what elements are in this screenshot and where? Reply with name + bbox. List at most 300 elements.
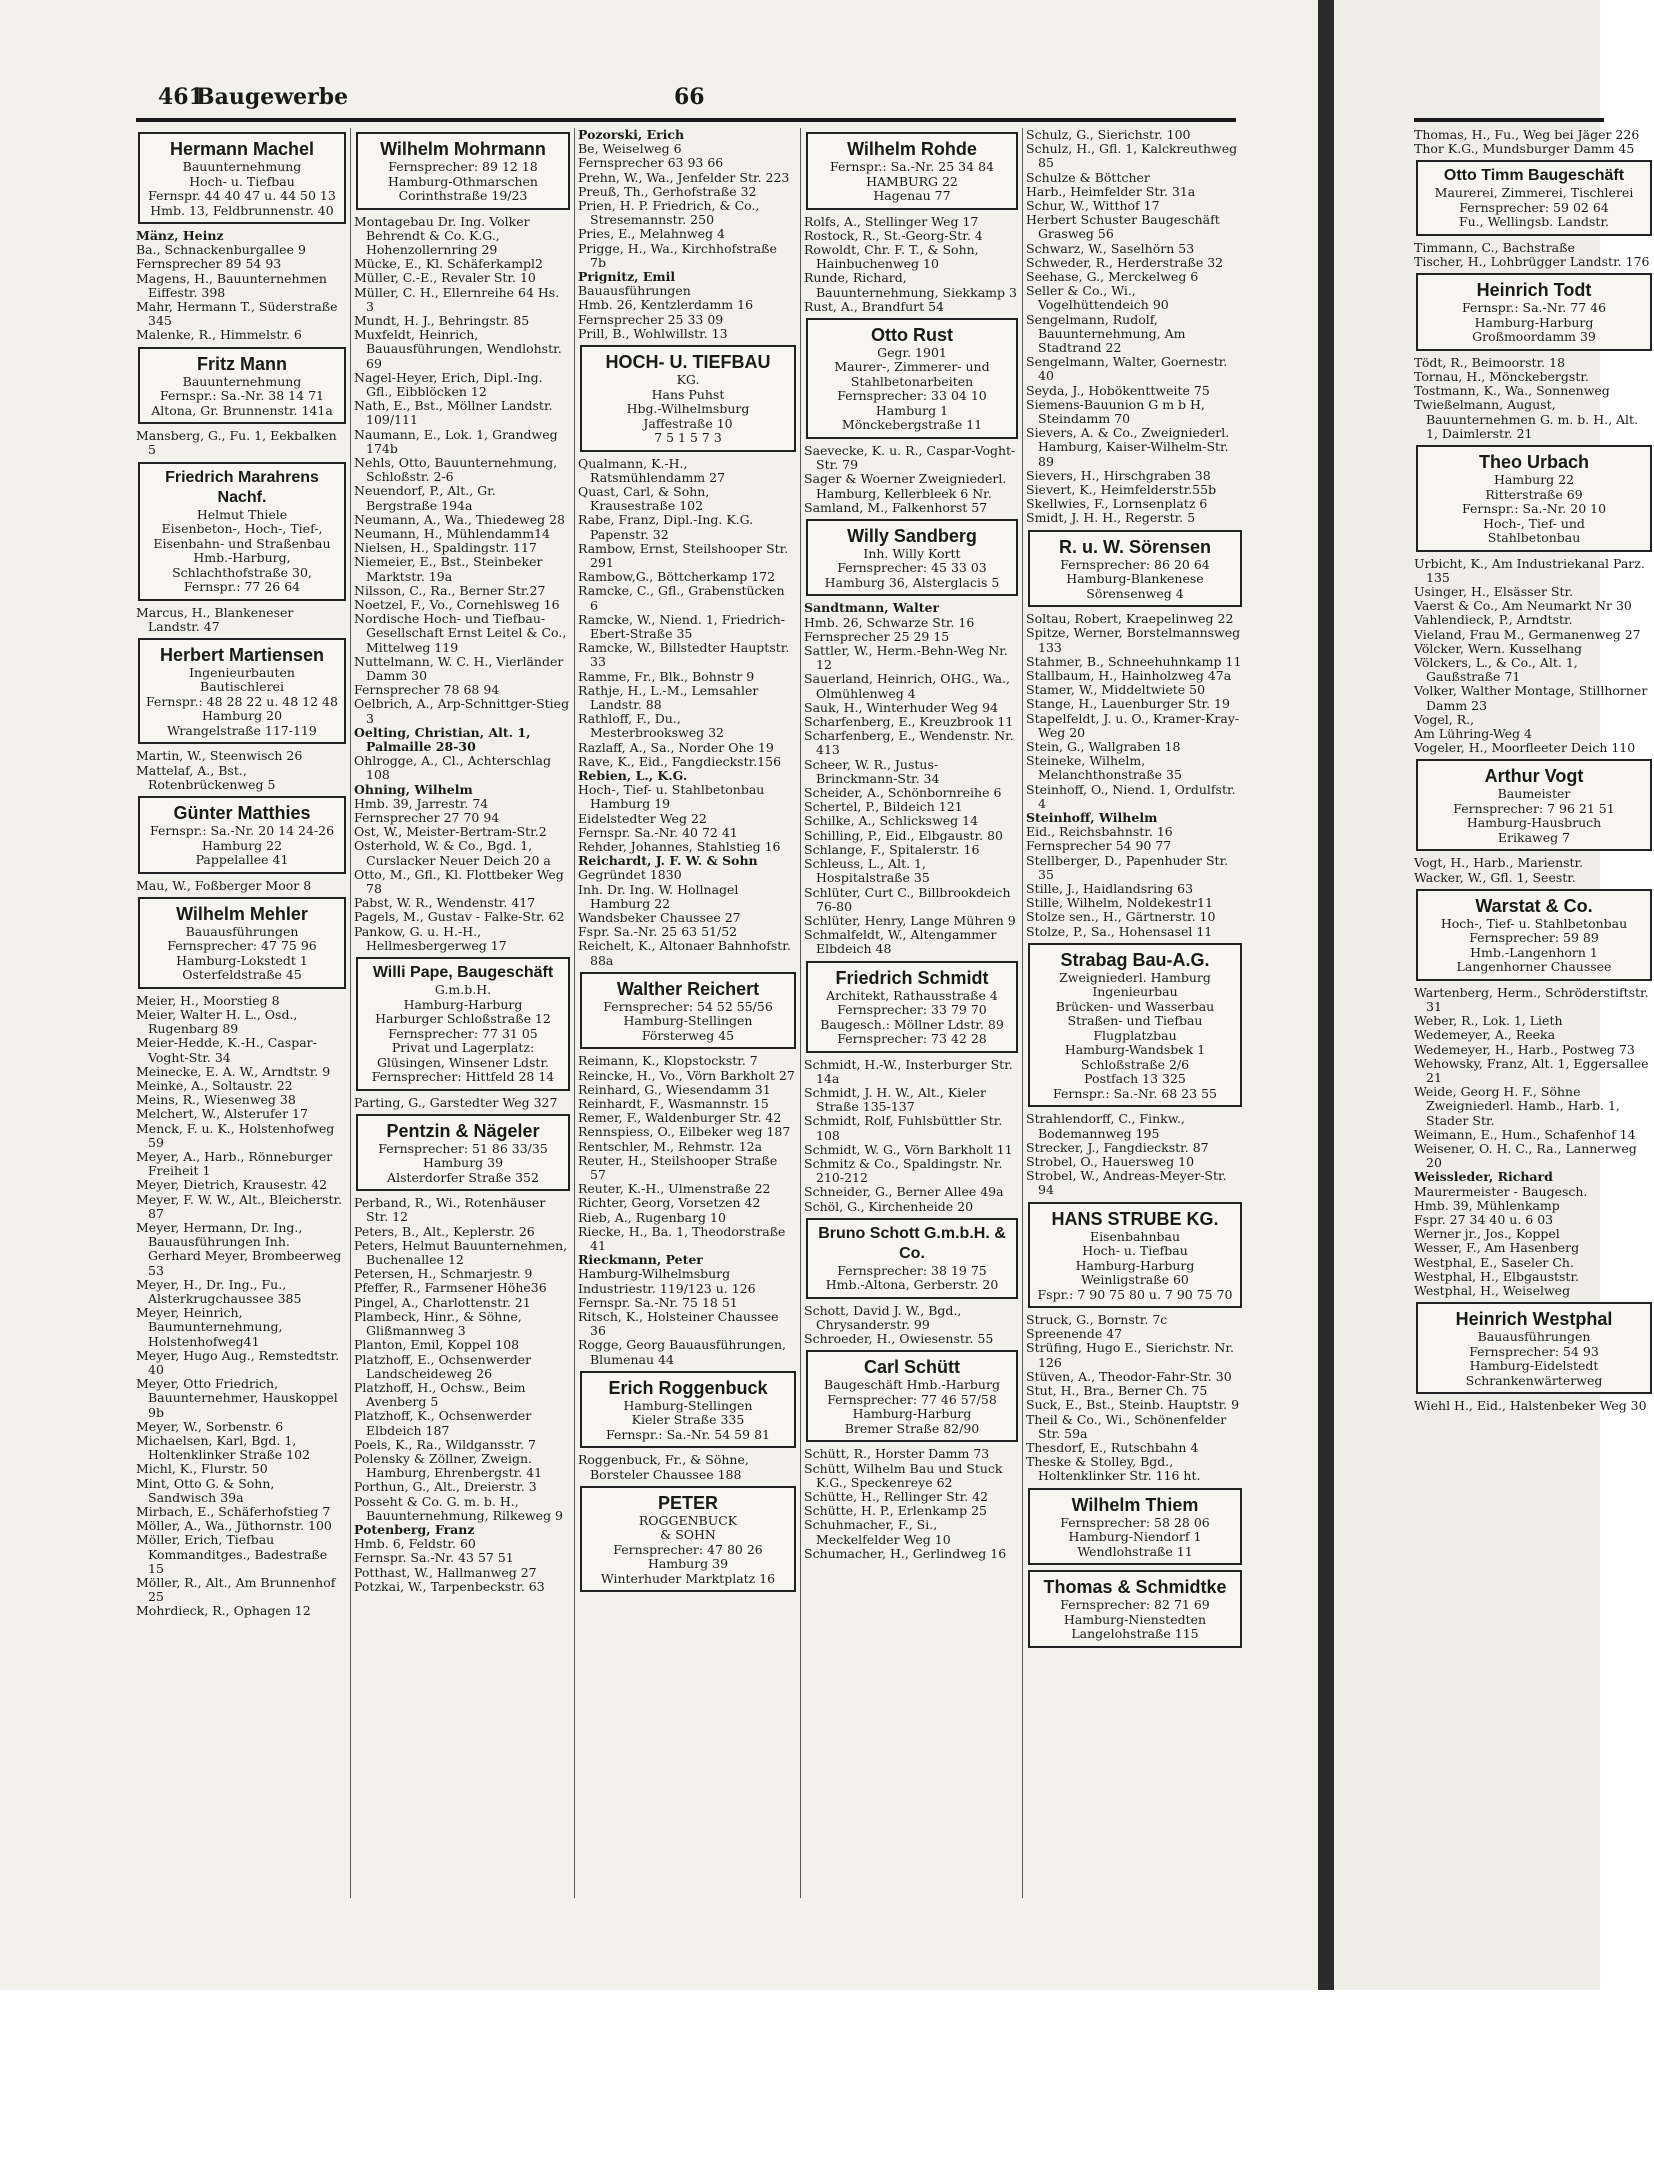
ad-line: Hamburg-Blankenese	[1066, 571, 1204, 587]
directory-entry: Stut, H., Bra., Berner Ch. 75	[1026, 1383, 1208, 1399]
directory-entry: Platzhoff, E., Ochsenwerder Landscheideweg 26	[354, 1351, 532, 1381]
column-divider	[574, 128, 575, 1898]
ad-line: Kieler Straße 335	[631, 1412, 745, 1428]
directory-entry: Pfeffer, R., Farmsener Höhe36	[354, 1280, 547, 1296]
directory-entry: Ohlrogge, A., Cl., Achterschlag 108	[354, 753, 551, 783]
ad-line: Hamburg 36, Alsterglacis 5	[824, 574, 1000, 590]
ad-line: Fernsprecher: 47 80 26	[613, 1541, 763, 1557]
directory-entry: Strobel, O., Hauersweg 10	[1026, 1153, 1195, 1169]
ad-line: Fernspr.: 48 28 22 u. 48 12 48	[146, 693, 338, 709]
directory-entry: Ohning, Wilhelm	[354, 781, 473, 797]
page-reference: 66	[674, 84, 705, 110]
advertisement-box	[806, 318, 1018, 439]
directory-entry: Reinhard, G., Wiesendamm 31	[578, 1081, 771, 1097]
ad-line: Hamburg 22	[201, 837, 283, 853]
directory-entry: Meinecke, E. A. W., Arndtstr. 9	[136, 1063, 331, 1079]
ad-line: 7 5 1 5 7 3	[654, 430, 722, 446]
directory-entry: Rogge, Georg Bauausführungen, Blumenau 44	[578, 1337, 786, 1367]
directory-entry: Volker, Walther Montage, Stillhorner Damm 23	[1414, 683, 1648, 713]
directory-entry: Nehls, Otto, Bauunternehmung, Schloßstr. 2-6	[354, 454, 558, 485]
directory-entry: Herbert Schuster Baugeschäft Grasweg 56	[1026, 212, 1220, 242]
directory-entry: Thomas, H., Fu., Weg bei Jäger 226	[1414, 127, 1640, 142]
directory-entry: Schilling, P., Eid., Elbgaustr. 80	[804, 827, 1003, 843]
directory-entry: Meyer, W., Sorbenstr. 6	[136, 1418, 284, 1434]
directory-entry: Mau, W., Foßberger Moor 8	[136, 877, 312, 893]
ad-line: Eisenbahnbau	[1089, 1228, 1181, 1244]
directory-entry: Gegründet 1830	[578, 867, 682, 883]
ad-line: Architekt, Rathausstraße 4	[826, 987, 998, 1003]
ad-line: Hoch-, Tief- und	[1483, 515, 1585, 531]
directory-entry: Fspr. 27 34 40 u. 6 03	[1414, 1212, 1554, 1228]
ad-company-name: Willy Sandberg	[847, 525, 977, 546]
directory-entry: Smidt, J. H. H., Regerstr. 5	[1026, 510, 1196, 526]
advertisement-box	[1028, 1570, 1242, 1648]
directory-entry: Mücke, E., Kl. Schäferkampl2	[354, 256, 543, 272]
directory-entry: Seller & Co., Wi., Vogelhüttendeich 90	[1026, 283, 1169, 313]
directory-entry: Stamer, W., Middeltwiete 50	[1026, 682, 1206, 698]
advertisement-box	[138, 796, 346, 874]
ad-line: Fernsprecher: 51 86 33/35	[378, 1140, 548, 1156]
directory-entry: Wandsbeker Chaussee 27	[578, 910, 741, 926]
directory-entry: Prehn, W., Wa., Jenfelder Str. 223	[578, 169, 790, 185]
directory-entry: Rave, K., Eid., Fangdieckstr.156	[578, 753, 782, 769]
directory-entry: Stahmer, B., Schneehuhnkamp 11	[1026, 653, 1242, 669]
ad-line: Brücken- und Wasserbau	[1055, 998, 1215, 1014]
directory-entry: Reincke, H., Vo., Vörn Barkholt 27	[578, 1067, 795, 1083]
directory-entry: Fernsprecher 25 29 15	[804, 628, 950, 644]
ad-line: Fernspr.: Sa.-Nr. 38 14 71	[160, 388, 324, 404]
directory-entry: Schuhmacher, F., Si., Meckelfelder Weg 10	[804, 1517, 951, 1547]
ad-line: Fernsprecher: 58 28 06	[1060, 1514, 1210, 1530]
directory-entry: Wedemeyer, H., Harb., Postweg 73	[1414, 1041, 1635, 1057]
directory-entry: Mahr, Hermann T., Süderstraße 345	[136, 299, 338, 329]
column-divider	[800, 128, 801, 1898]
ad-line: Hagenau 77	[873, 188, 951, 203]
ad-line: Zweigniederl. Hamburg	[1059, 969, 1211, 985]
directory-entry: Möller, A., Wa., Jüthornstr. 100	[136, 1518, 332, 1534]
directory-entry: Wacker, W., Gfl. 1, Seestr.	[1414, 869, 1576, 885]
directory-entry: Steinhoff, Wilhelm	[1026, 810, 1158, 826]
directory-entry: Muxfeldt, Heinrich, Bauausführungen, Wendlohstr. 69	[354, 327, 562, 371]
ad-line: Hmb.-Langenhorn 1	[1470, 944, 1598, 960]
ad-company-name: Bruno Schott G.m.b.H. & Co.	[818, 1224, 1006, 1262]
ad-line: Fernspr.: Sa.-Nr. 20 14 24-26	[149, 823, 335, 839]
directory-entry: Schütt, Wilhelm Bau und Stuck K.G., Speckenreye 62	[804, 1460, 1003, 1490]
directory-entry: Neumann, H., Mühlendamm14	[354, 525, 550, 541]
ad-line: Stahlbetonbau	[1487, 530, 1581, 546]
directory-entry: Oelbrich, A., Arp-Schnittger-Stieg 3	[354, 696, 570, 726]
directory-entry: Mundt, H. J., Behringstr. 85	[354, 312, 530, 328]
ad-line: Inh. Willy Kortt	[863, 545, 961, 561]
ad-line: Postfach 13 325	[1084, 1071, 1186, 1087]
directory-entry: Hmb. 39, Jarrestr. 74	[354, 795, 489, 811]
ad-line: Bauunternehmung	[182, 159, 302, 174]
directory-entry: Maurermeister - Baugesch.	[1414, 1183, 1588, 1199]
ad-company-name: Günter Matthies	[173, 803, 311, 824]
column-divider	[1022, 128, 1023, 1898]
directory-entry: Ramcke, W., Niend. 1, Friedrich-Ebert-Straße 35	[578, 611, 786, 641]
ad-line: Hamburg 22	[1493, 472, 1575, 488]
directory-entry: Meyer, Heinrich, Baumunternehmung, Holstenhofweg41	[136, 1305, 283, 1349]
ad-company-name: Wilhelm Thiem	[1071, 1494, 1199, 1515]
directory-entry: Pabst, W. R., Wendenstr. 417	[354, 895, 536, 911]
advertisement-box	[1416, 889, 1652, 981]
directory-entry: Völcker, Wern. Kusselhang	[1414, 640, 1583, 656]
directory-entry: Reichardt, J. F. W. & Sohn	[578, 853, 758, 869]
ad-company-name: Heinrich Todt	[1476, 280, 1592, 301]
directory-entry: Meyer, A., Harb., Rönneburger Freiheit 1	[136, 1148, 333, 1179]
directory-entry: Meyer, Hermann, Dr. Ing., Bauausführungen Inh. Gerhard Meyer, Brombeerweg 53	[136, 1220, 342, 1278]
column-2	[354, 128, 572, 1898]
ad-line: Bauausführungen	[185, 923, 299, 939]
directory-entry: Eidelstedter Weg 22	[578, 810, 707, 826]
directory-entry: Schweder, R., Herderstraße 32	[1026, 254, 1224, 270]
directory-entry: Perband, R., Wi., Rotenhäuser Str. 12	[354, 1195, 546, 1225]
directory-entry: Nielsen, H., Spaldingstr. 117	[354, 540, 537, 556]
ad-company-name: Otto Timm Baugeschäft	[1443, 167, 1625, 185]
directory-entry: Scheer, W. R., Justus-Brinckmann-Str. 34	[804, 756, 940, 786]
directory-entry: Spitze, Werner, Borstelmannsweg 133	[1026, 625, 1241, 655]
ad-line: Eisenbeton-, Hoch-, Tief-, Eisenbahn- und Straßenbau	[153, 521, 331, 551]
directory-entry: Mattelaf, A., Bst., Rotenbrückenweg 5	[136, 762, 276, 792]
directory-entry: Tostmann, K., Wa., Sonnenweg	[1414, 383, 1610, 399]
ad-line: Ingenieurbauten	[189, 664, 295, 680]
directory-entry: Tischer, H., Lohbrügger Landstr. 176	[1414, 254, 1650, 270]
ad-line: Bauunternehmung	[182, 373, 302, 389]
ad-line: Ritterstraße 69	[1485, 486, 1583, 502]
directory-entry: Polensky & Zöllner, Zweign. Hamburg, Ehrenbergstr. 41	[354, 1450, 543, 1481]
ad-company-name: Herbert Martiensen	[159, 644, 325, 665]
ad-line: HAMBURG 22	[866, 173, 958, 189]
directory-entry: Müller, C. H., Ellernreihe 64 Hs. 3	[354, 284, 560, 314]
advertisement-box	[806, 1218, 1018, 1299]
directory-entry: Bauausführungen	[578, 283, 691, 299]
directory-entry: Rathje, H., L.-M., Lemsahler Landstr. 88	[578, 682, 759, 712]
directory-entry: Reimann, K., Klopstockstr. 7	[578, 1053, 758, 1069]
page-header	[136, 84, 1236, 114]
ad-line: Fernspr. 44 40 47 u. 44 50 13	[148, 188, 336, 203]
directory-entry: Rostock, R., St.-Georg-Str. 4	[804, 227, 983, 243]
directory-entry: Riecke, H., Ba. 1, Theodorstraße 41	[578, 1223, 786, 1253]
directory-entry: Struck, G., Bornstr. 7c	[1026, 1312, 1168, 1328]
directory-entry: Usinger, H., Elsässer Str.	[1414, 583, 1574, 599]
ad-line: Glüsingen, Winsener Ldstr.	[376, 1054, 550, 1070]
ad-line: Fernsprecher: 82 71 69	[1060, 1597, 1210, 1613]
directory-entry: Vogt, H., Harb., Marienstr.	[1414, 855, 1584, 871]
directory-entry: Ramcke, W., Billstedter Hauptstr. 33	[578, 640, 790, 670]
directory-entry: Rabe, Franz, Dipl.-Ing. K.G. Papenstr. 32	[578, 512, 754, 542]
directory-entry: Schertel, P., Bildeich 121	[804, 799, 963, 815]
directory-entry: Neuendorf, P., Alt., Gr. Bergstraße 194a	[354, 483, 496, 513]
ad-line: Hamburg-Wandsbek 1	[1064, 1042, 1206, 1058]
directory-entry: Wartenberg, Herm., Schröderstiftstr. 31	[1414, 984, 1649, 1014]
directory-entry: Seyda, J., Hobökenttweite 75	[1026, 382, 1210, 398]
directory-entry: Schroeder, H., Owiesenstr. 55	[804, 1331, 994, 1347]
directory-entry: Pingel, A., Charlottenstr. 21	[354, 1294, 531, 1310]
directory-entry: Rebien, L., K.G.	[578, 768, 688, 784]
ad-company-name: Willi Pape, Baugeschäft	[372, 964, 554, 982]
directory-entry: Rieb, A., Rugenbarg 10	[578, 1209, 726, 1225]
ad-company-name: Walther Reichert	[616, 978, 760, 999]
directory-entry: Schütte, H., Rellinger Str. 42	[804, 1488, 989, 1504]
directory-entry: Meier-Hedde, K.-H., Caspar-Voght-Str. 34	[136, 1035, 317, 1065]
ad-company-name: Strabag Bau-A.G.	[1060, 949, 1210, 970]
directory-entry: Platzhoff, H., Ochsw., Beim Avenberg 5	[354, 1379, 526, 1410]
ad-company-name: Otto Rust	[871, 324, 953, 345]
directory-entry: Remer, F., Waldenburger Str. 42	[578, 1110, 782, 1126]
directory-entry: Stange, H., Lauenburger Str. 19	[1026, 696, 1230, 712]
ad-company-name: Arthur Vogt	[1484, 766, 1584, 787]
directory-entry: Poels, K., Ra., Wildgansstr. 7	[354, 1436, 537, 1452]
directory-entry: Malenke, R., Himmelstr. 6	[136, 327, 302, 343]
directory-entry: Peters, B., Alt., Keplerstr. 26	[354, 1223, 535, 1239]
ad-line: Fernsprecher: 54 93	[1469, 1343, 1599, 1359]
advertisement-box	[138, 638, 346, 745]
ad-company-name: Hermann Machel	[169, 139, 315, 159]
directory-entry: Reinhardt, F., Wasmannstr. 15	[578, 1095, 769, 1111]
ad-line: Jaffestraße 10	[643, 415, 733, 431]
ad-line: Fernsprecher: Hittfeld 28 14	[371, 1069, 555, 1085]
directory-entry: Be, Weiselweg 6	[578, 141, 682, 157]
directory-entry: Runde, Richard, Bauunternehmung, Siekkamp 3	[804, 270, 1017, 300]
directory-entry: Platzhoff, K., Ochsenwerder Elbdeich 187	[354, 1408, 532, 1438]
ad-line: Fernsprecher: 38 19 75	[837, 1262, 987, 1278]
directory-entry: Skellwies, F., Lornsenplatz 6	[1026, 496, 1208, 512]
directory-entry: Strobel, W., Andreas-Meyer-Str. 94	[1026, 1168, 1227, 1198]
directory-entry: Rennspiess, O., Eilbeker weg 187	[578, 1124, 791, 1140]
ad-line: Hoch-, Tief- u. Stahlbetonbau	[1440, 915, 1628, 931]
header-rule	[136, 118, 1236, 122]
directory-entry: Petersen, H., Schmarjestr. 9	[354, 1266, 533, 1282]
advertisement-box	[806, 519, 1018, 597]
directory-entry: Nordische Hoch- und Tiefbau-Gesellschaft Ernst Leitel & Co., Mittelweg 119	[354, 611, 567, 655]
directory-entry: Prignitz, Emil	[578, 269, 676, 285]
directory-entry: Hamburg-Wilhelmsburg	[578, 1266, 731, 1282]
directory-entry: Wiehl H., Eid., Halstenbeker Weg 30	[1414, 1398, 1647, 1414]
directory-entry: Soltau, Robert, Kraepelinweg 22	[1026, 611, 1234, 627]
directory-entry: Meinke, A., Soltaustr. 22	[136, 1077, 293, 1093]
ad-line: Hans Puhst	[651, 386, 725, 402]
directory-entry: Potthast, W., Hallmanweg 27	[354, 1564, 537, 1580]
directory-entry: Meyer, Otto Friedrich, Bauunternehmer, Hauskoppel 9b	[136, 1376, 338, 1420]
directory-entry: Tornau, H., Mönckebergstr.	[1414, 369, 1589, 385]
directory-entry: Noetzel, F., Vo., Cornehlsweg 16	[354, 596, 560, 612]
directory-entry: Theske & Stolley, Bgd., Holtenklinker Str. 116 ht.	[1026, 1454, 1201, 1484]
directory-entry: Fernspr. Sa.-Nr. 40 72 41	[578, 824, 738, 840]
directory-entry: Hmb. 26, Kentzlerdamm 16	[578, 297, 754, 313]
ad-line: KG.	[676, 372, 700, 388]
ad-line: Schrankenwärterweg	[1465, 1372, 1603, 1388]
ad-line: Pappelallee 41	[195, 852, 289, 868]
directory-entry: Meins, R., Wiesenweg 38	[136, 1092, 296, 1108]
directory-entry: Fernsprecher 25 33 09	[578, 311, 724, 327]
directory-entry: Ramcke, C., Gfl., Grabenstücken 6	[578, 583, 785, 613]
directory-entry: Vogel, R.,	[1414, 711, 1475, 727]
directory-entry: Thor K.G., Mundsburger Damm 45	[1414, 141, 1635, 157]
directory-entry: Stapelfeldt, J. u. O., Kramer-Kray-Weg 20	[1026, 710, 1240, 740]
directory-entry: Naumann, E., Lok. 1, Grandweg 174b	[354, 426, 558, 456]
ad-line: ROGGENBUCK	[638, 1512, 738, 1528]
ad-line: Fernsprecher: 45 33 03	[837, 560, 987, 576]
ad-line: Hamburg-Eidelstedt	[1469, 1358, 1599, 1374]
directory-entry: Steineke, Wilhelm, Melanchthonstraße 35	[1026, 753, 1182, 783]
ad-line: Fernsprecher: 73 42 28	[837, 1031, 987, 1047]
advertisement-box	[806, 132, 1018, 210]
directory-entry: Rambow, Ernst, Steilshooper Str. 291	[578, 540, 789, 570]
directory-entry: Eid., Reichsbahnstr. 16	[1026, 824, 1173, 840]
directory-entry: Otto, M., Gfl., Kl. Flottbeker Weg 78	[354, 866, 564, 897]
advertisement-box	[138, 897, 346, 989]
directory-entry: Hmb. 39, Mühlenkamp	[1414, 1197, 1560, 1213]
ad-line: Hmb.-Harburg, Schlachthofstraße 30, Fernspr.: 77 26 64	[172, 550, 312, 595]
directory-entry: Sengelmann, Rudolf, Bauunternehmung, Am Stadtrand 22	[1026, 311, 1186, 356]
directory-entry: Inh. Dr. Ing. W. Hollnagel Hamburg 22	[578, 881, 739, 911]
directory-entry: Werner jr., Jos., Koppel	[1414, 1226, 1560, 1242]
directory-entry: Strecker, J., Fangdieckstr. 87	[1026, 1139, 1209, 1155]
directory-entry: Am Lühring-Weg 4	[1414, 725, 1532, 741]
ad-line: Wrangelstraße 117-119	[167, 722, 317, 738]
advertisement-box	[580, 1371, 796, 1449]
ad-company-name: Pentzin & Nägeler	[386, 1120, 540, 1141]
directory-entry: Michl, K., Flurstr. 50	[136, 1461, 268, 1477]
directory-entry: Suck, E., Bst., Steinb. Hauptstr. 9	[1026, 1397, 1240, 1413]
ad-line: Fernsprecher: 59 02 64	[1459, 199, 1609, 215]
directory-entry: Menck, F. u. K., Holstenhofweg 59	[136, 1120, 335, 1150]
directory-entry: Planton, Emil, Koppel 108	[354, 1337, 520, 1353]
ad-company-name: Warstat & Co.	[1475, 895, 1593, 916]
advertisement-box	[1028, 530, 1242, 608]
directory-entry: Schütt, R., Horster Damm 73	[804, 1446, 990, 1462]
directory-entry: Westphal, H., Elbgauststr.	[1414, 1268, 1580, 1284]
ad-line: Harburger Schloßstraße 12	[375, 1011, 551, 1027]
ad-line: Hamburg-Harburg	[403, 996, 523, 1012]
directory-entry: Fspr. Sa.-Nr. 25 63 51/52	[578, 924, 738, 940]
directory-entry: Westphal, E., Saseler Ch.	[1414, 1254, 1574, 1270]
ad-line: Bauausführungen	[1477, 1329, 1591, 1345]
directory-entry: Schmidt, W. G., Vörn Barkholt 11	[804, 1141, 1013, 1157]
directory-entry: Sandtmann, Walter	[804, 600, 940, 616]
advertisement-box	[580, 345, 796, 452]
ad-line: Bautischlerei	[200, 679, 284, 695]
advertisement-box	[1416, 759, 1652, 851]
directory-entry: Schmitz & Co., Spaldingstr. Nr. 210-212	[804, 1155, 1003, 1186]
ad-line: Großmoordamm 39	[1472, 329, 1596, 345]
ad-line: Fernsprecher: 33 79 70	[837, 1002, 987, 1018]
directory-entry: Vahlendieck, P., Arndtstr.	[1414, 612, 1573, 628]
directory-entry: Montagebau Dr. Ing. Volker Behrendt & Co. K.G., Hohenzollernring 29	[354, 213, 530, 257]
ad-line: Fernsprecher: 47 75 96	[167, 938, 317, 954]
directory-entry: Ba., Schnackenburgallee 9	[136, 242, 306, 258]
directory-entry: Schmidt, Rolf, Fuhlsbüttler Str. 108	[804, 1113, 1003, 1143]
directory-entry: Weber, R., Lok. 1, Lieth	[1414, 1013, 1563, 1029]
directory-entry: Sievert, K., Heimfelderstr.55b	[1026, 482, 1217, 498]
directory-entry: Möller, Erich, Tiefbau Kommanditges., Badestraße 15	[136, 1532, 328, 1576]
directory-entry: Theil & Co., Wi., Schönenfelder Str. 59a	[1026, 1411, 1227, 1441]
advertisement-box	[580, 1486, 796, 1593]
directory-entry: Ritsch, K., Holsteiner Chaussee 36	[578, 1309, 779, 1339]
ad-line: Hamburg-Othmarschen	[388, 173, 538, 189]
ad-line: Helmut Thiele	[196, 506, 288, 522]
directory-entry: Sievers, H., Hirschgraben 38	[1026, 467, 1211, 483]
directory-entry: Seehase, G., Merckelweg 6	[1026, 269, 1199, 285]
directory-entry: Spreenende 47	[1026, 1326, 1123, 1342]
column-3	[578, 128, 798, 1898]
ad-line: Försterweg 45	[641, 1027, 735, 1043]
header-rule-right	[1414, 118, 1604, 122]
directory-entry: Parting, G., Garstedter Weg 327	[354, 1094, 558, 1110]
ad-line: Fernsprecher: 86 20 64	[1060, 556, 1210, 572]
directory-entry: Thesdorf, E., Rutschbahn 4	[1026, 1439, 1199, 1455]
directory-entry: Richter, Georg, Vorsetzen 42	[578, 1195, 761, 1211]
directory-entry: Potzkai, W., Tarpenbeckstr. 63	[354, 1578, 545, 1594]
directory-entry: Schulz, G., Sierichstr. 100	[1026, 127, 1191, 142]
ad-line: Fernspr.: Sa.-Nr. 77 46	[1461, 300, 1607, 316]
directory-entry: Ramme, Fr., Blk., Bohnstr 9	[578, 668, 755, 684]
ad-line: Fernsprecher: 77 46 57/58	[827, 1391, 997, 1407]
ad-line: Hamburg-Stellingen	[623, 1013, 753, 1029]
directory-entry: Urbicht, K., Am Industriekanal Parz. 135	[1414, 555, 1645, 585]
directory-entry: Schulz, H., Gfl. 1, Kalckreuthweg 85	[1026, 141, 1238, 171]
directory-entry: Rieckmann, Peter	[578, 1252, 703, 1268]
directory-entry: Rambow,G., Böttcherkamp 172	[578, 569, 776, 585]
column-6	[1414, 128, 1654, 1898]
directory-entry: Sengelmann, Walter, Goernestr. 40	[1026, 354, 1228, 384]
ad-line: & SOHN	[660, 1527, 716, 1543]
ad-company-name: Erich Roggenbuck	[608, 1377, 768, 1398]
directory-entry: Strüfing, Hugo E., Sierichstr. Nr. 126	[1026, 1340, 1234, 1370]
directory-entry: Stellberger, D., Papenhuder Str. 35	[1026, 852, 1229, 882]
ad-line: Hamburg 1	[875, 402, 949, 418]
directory-entry: Pagels, M., Gustav - Falke-Str. 62	[354, 909, 565, 925]
ad-company-name: Heinrich Westphal	[1455, 1309, 1613, 1330]
directory-entry: Peters, Helmut Bauunternehmen, Buchenallee 12	[354, 1237, 568, 1268]
directory-entry: Fernsprecher 78 68 94	[354, 682, 500, 698]
ad-company-name: Wilhelm Rohde	[847, 139, 977, 159]
ad-line: Hoch- u. Tiefbau	[1082, 1243, 1188, 1259]
ad-line: Fernsprecher: 7 96 21 51	[1453, 800, 1615, 816]
directory-entry: Schmalfeldt, W., Altengammer Elbdeich 48	[804, 927, 997, 957]
advertisement-box	[138, 347, 346, 425]
directory-entry: Hmb. 26, Schwarze Str. 16	[804, 614, 975, 630]
directory-entry: Steinhoff, O., Niend. 1, Ordulfstr. 4	[1026, 781, 1236, 811]
directory-entry: Weissleder, Richard	[1414, 1169, 1553, 1185]
ad-company-name: Thomas & Schmidtke	[1043, 1577, 1227, 1598]
directory-entry: Prill, B., Wohlwillstr. 13	[578, 325, 728, 341]
directory-entry: Meier, Walter H. L., Osd., Rugenbarg 89	[136, 1006, 298, 1037]
directory-entry: Wedemeyer, A., Reeka	[1414, 1027, 1556, 1043]
directory-entry: Rentschler, M., Rehmstr. 12a	[578, 1138, 763, 1154]
ad-line: Fernsprecher: 77 31 05	[388, 1025, 538, 1041]
ad-line: Baugesch.: Möllner Ldstr. 89	[820, 1016, 1004, 1032]
directory-entry: Prigge, H., Wa., Kirchhofstraße 7b	[578, 240, 777, 270]
ad-line: Langenhorner Chaussee	[1456, 959, 1612, 975]
directory-entry: Wesser, F., Am Hasenberg	[1414, 1240, 1580, 1256]
ad-line: Baumeister	[1497, 786, 1571, 802]
ad-line: Hamburg 39	[647, 1556, 729, 1572]
directory-entry: Müller, C.-E., Revaler Str. 10	[354, 270, 536, 286]
directory-entry: Pries, E., Melahnweg 4	[578, 226, 725, 242]
ad-line: Fernspr.: Sa.-Nr. 68 23 55	[1053, 1085, 1217, 1101]
ad-company-name: HANS STRUBE KG.	[1051, 1208, 1219, 1229]
advertisement-box	[138, 462, 346, 601]
directory-entry: Rust, A., Brandfurt 54	[804, 298, 945, 314]
directory-entry: Industriestr. 119/123 u. 126	[578, 1280, 756, 1296]
ad-line: Hbg.-Wilhelmsburg	[626, 401, 750, 417]
column-divider	[350, 128, 351, 1898]
ad-line: Fernspr.: Sa.-Nr. 20 10	[1461, 501, 1607, 517]
directory-entry: Reuter, K.-H., Ulmenstraße 22	[578, 1181, 771, 1197]
directory-entry: Marcus, H., Blankeneser Landstr. 47	[136, 604, 294, 634]
